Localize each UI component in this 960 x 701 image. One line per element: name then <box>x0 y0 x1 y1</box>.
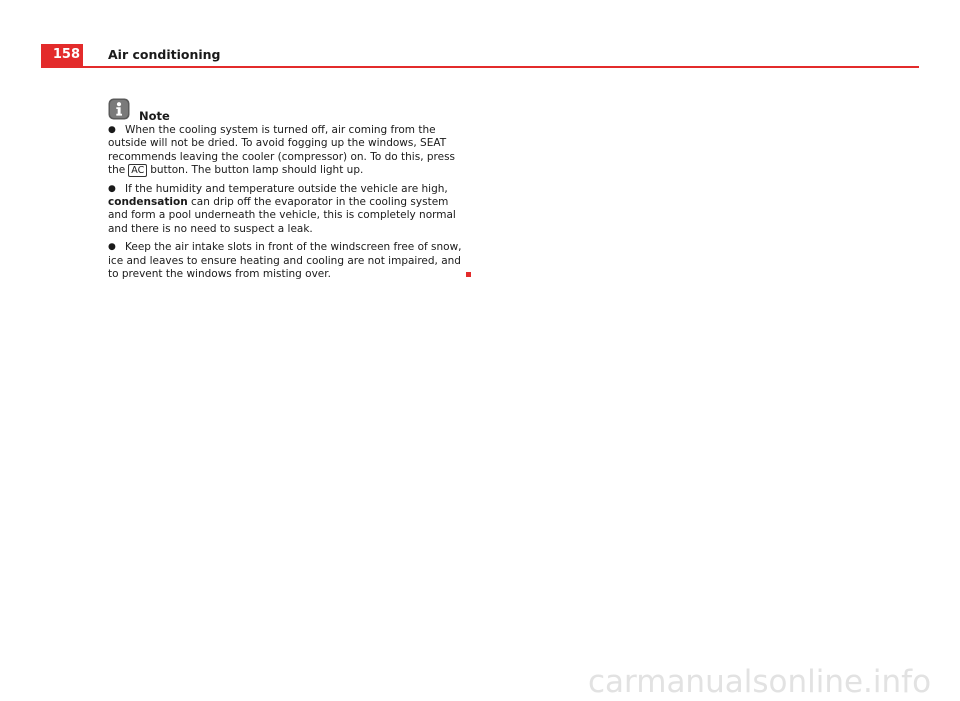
ac-button-key: AC <box>128 164 147 177</box>
info-icon <box>108 98 130 120</box>
page-header <box>41 44 919 68</box>
note-item: ● If the humidity and temperature outside the vehicle are high, condensation can drip off the evaporator in the cooling system and form a pool underneath the vehicle, this is completely normal and there is no need to suspect a leak. <box>108 182 456 235</box>
section-title: Air conditioning <box>108 47 221 62</box>
watermark: carmanualsonline.info <box>588 664 932 700</box>
page-number: 158 <box>41 44 83 66</box>
note-item: ● Keep the air intake slots in front of the windscreen free of snow, ice and leaves to ensure heating and cooling are not impaired, and to prevent the windows from misting over. <box>108 241 462 281</box>
note-body <box>108 124 468 286</box>
note-title: Note <box>139 109 170 123</box>
bullet-icon: ● <box>108 242 116 253</box>
section-end-mark <box>466 272 471 277</box>
note-item: ● When the cooling system is turned off, air coming from the outside will not be dried. To avoid fogging up the windows, SEAT recommends leaving the cooler (compressor) on. To do this, press the AC button. The button lamp should light up. <box>108 124 456 177</box>
bullet-icon: ● <box>108 183 116 194</box>
header-rule <box>41 66 919 68</box>
bold-term: condensation <box>108 196 188 209</box>
bullet-icon: ● <box>108 125 116 135</box>
